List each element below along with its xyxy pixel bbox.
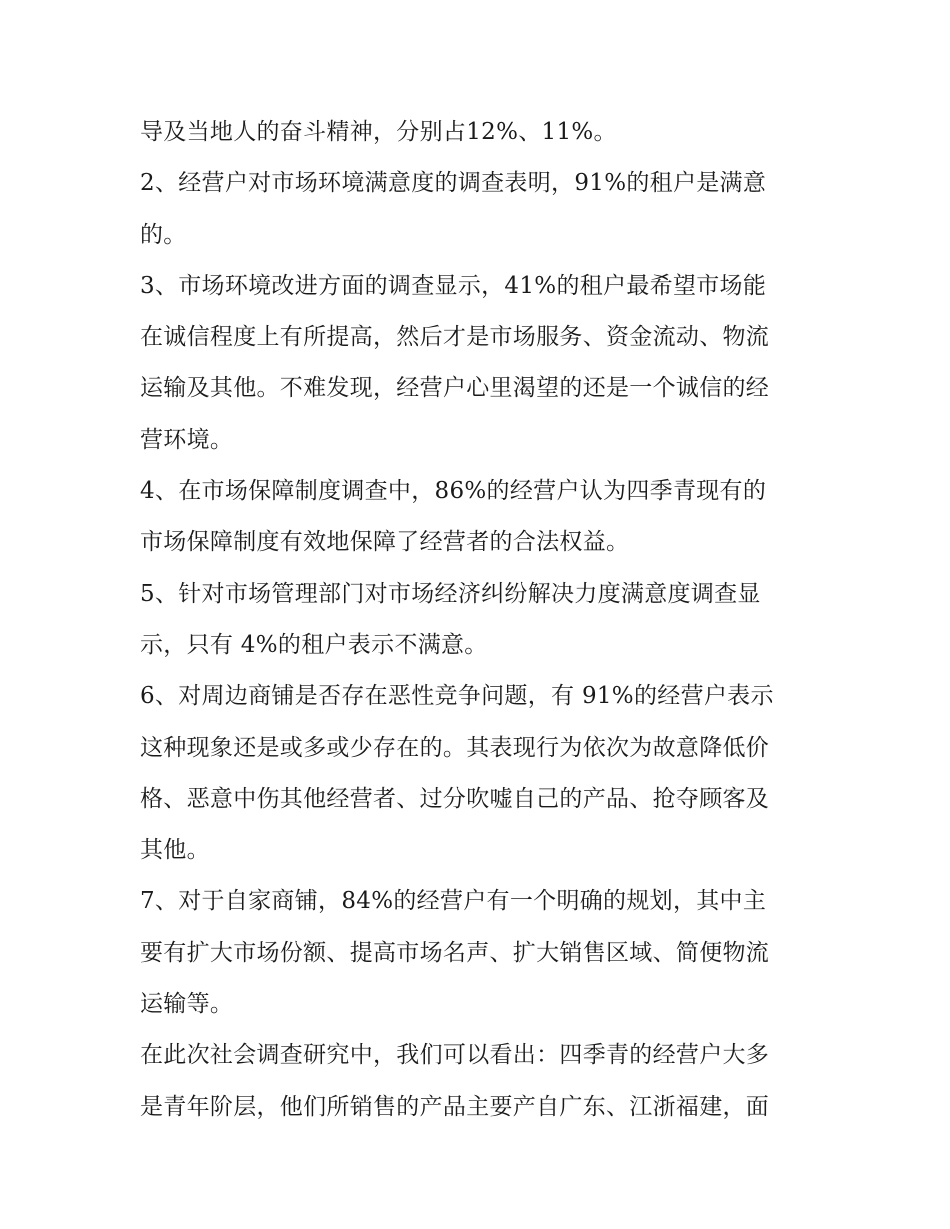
text-line: 7、对于自家商铺，84%的经营户有一个明确的规划，其中主 [140,888,767,915]
text-line: 要有扩大市场份额、提高市场名声、扩大销售区域、简便物流 [140,939,770,966]
text-line: 6、对周边商铺是否存在恶性竞争问题，有 91%的经营户表示 [140,683,774,710]
text-line: 这种现象还是或多或少存在的。其表现行为依次为故意降低价 [140,734,770,761]
paragraph-item-2 [140,158,820,261]
text-line: 在诚信程度上有所提高，然后才是市场服务、资金流动、物流 [140,324,770,351]
text-line: 运输等。 [140,991,234,1018]
text-line: 4、在市场保障制度调查中，86%的经营户认为四季青现有的 [140,478,767,505]
text-line: 是青年阶层，他们所销售的产品主要产自广东、江浙福建，面 [140,1093,770,1120]
text-line: 在此次社会调查研究中，我们可以看出：四季青的经营户大多 [140,1042,770,1069]
paragraph-conclusion [140,1030,820,1133]
document-body [140,107,820,1133]
text-line: 3、市场环境改进方面的调查显示，41%的租户最希望市场能 [140,272,767,299]
text-line: 市场保障制度有效地保障了经营者的合法权益。 [140,529,630,556]
paragraph-item-6 [140,671,820,876]
text-line: 其他。 [140,837,210,864]
paragraph-item-4 [140,466,820,569]
paragraph-item-5 [140,569,820,672]
text-line: 示，只有 4%的租户表示不满意。 [140,631,488,658]
paragraph-item-7 [140,876,820,1030]
paragraph-item-3 [140,261,820,466]
text-line: 的。 [140,221,187,248]
paragraph-intro-continuation [140,107,820,158]
text-line: 格、恶意中伤其他经营者、过分吹嘘自己的产品、抢夺顾客及 [140,785,770,812]
text-line: 5、针对市场管理部门对市场经济纠纷解决力度满意度调查显 [140,580,761,607]
text-line: 导及当地人的奋斗精神，分别占12%、11%。 [140,119,617,145]
text-line: 2、经营户对市场环境满意度的调查表明，91%的租户是满意 [140,170,767,197]
text-line: 运输及其他。不难发现，经营户心里渴望的还是一个诚信的经 [140,375,770,402]
text-line: 营环境。 [140,426,234,453]
